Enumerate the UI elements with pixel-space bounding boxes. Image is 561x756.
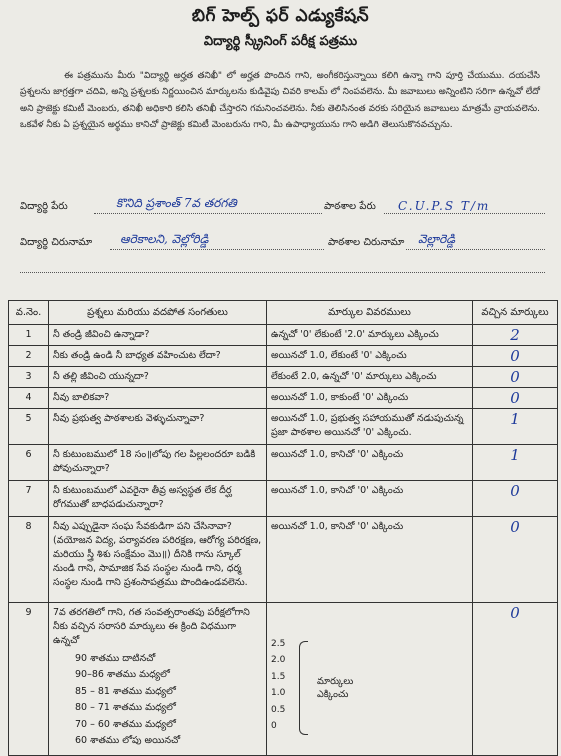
grade-bands: [75, 652, 262, 750]
grade-question: 7వ తరగతిలో గాని, గత సంవత్సరాంతపు పరీక్షలోగాని నీకు వచ్చిన సరాసరి మార్కులు ఈ క్రింది విధముగా ఉన్నచో: [53, 607, 250, 646]
school-name-label: పాఠశాల పేరు: [324, 201, 376, 212]
table-row: [9, 346, 558, 367]
marks-details: అయినచో 1.0, లేకుంటే '0' ఎక్కించు: [267, 346, 473, 367]
student-address-label: విద్యార్థి చిరునామా: [20, 237, 93, 248]
marks-details: అయినచో 1.0, కాకుంటే '0' ఎక్కించు: [267, 388, 473, 409]
grade-band: 80 – 71 శాతము మధ్యలో: [75, 702, 176, 714]
table-header-row: [9, 301, 558, 325]
marks-details: [267, 603, 473, 756]
screening-table: [8, 300, 558, 756]
question-text: నీవు ప్రభుత్వ పాఠశాలకు వెళ్ళుచున్నావా?: [49, 409, 267, 445]
question-text: నీ కుటుంబములో ఎవరైనా తీవ్ర అస్వస్థత లేక దీర్ఘ రోగముతో బాధపడుచున్నారా?: [49, 481, 267, 517]
table-row-grade: [9, 603, 558, 756]
col-header-details: మార్కుల వివరములు: [267, 301, 473, 325]
score-field[interactable]: 0: [473, 517, 558, 603]
table-row: [9, 388, 558, 409]
grade-band: 90 శాతము దాటినచో: [75, 653, 156, 664]
scale-values: [271, 637, 285, 735]
name-row: [20, 194, 545, 216]
score-field[interactable]: 0: [473, 603, 558, 756]
score-field[interactable]: 0: [473, 388, 558, 409]
instructions-paragraph: ఈ పత్రమును మీరు "విద్యార్థి అర్హత తనిఖీ" లో అర్హత పొందిన గాని, అంగీకరిస్తున్నాయి కలిగి ఉన్నా గాని పూర్తి చేయుము. దయచేసి ప్రశ్నలను జాగ్రత్తగా చదివి, అన్ని ప్రశ్నలకు నిర్ణయించిన మార్కులను కుడివైపు చివరి కాలమ్ లో నింపవలెను. మీ జవాబులు అన్నింటిని సరిగా ఉన్నవో లేదో అని ప్రాజెక్టు కమిటీ మెంబరు, తనిఖీ అధికారి కలిసి తనిఖీ చేస్తారని గమనించవలెను. నీకు తెలిసినంత వరకు సరియైన జవాబులు మాత్రమే వ్రాయవలెను. ఒకవేళ నీకు ఏ ప్రశ్నయైన అర్థము కానిచో ప్రాజెక్టు కమిటీ మెంబరును గాని, మీ ఉపాధ్యాయును గాని అడిగి తెలుసుకొనవచ్చును.: [20, 71, 540, 131]
grade-band: 85 – 81 శాతము మధ్యలో: [75, 685, 176, 697]
table-row: [9, 517, 558, 603]
question-text: నీ తండ్రి జీవించి ఉన్నాడా?: [49, 325, 267, 346]
question-text: [49, 603, 267, 756]
table-row: [9, 481, 558, 517]
question-text: నీ కుటుంబములో 18 సం॥లోపు గల పిల్లలందరూ బడికి పోవుచున్నారా?: [49, 445, 267, 481]
scale-value: 0.5: [271, 704, 286, 715]
marks-details: ఉన్నచో '0' లేకుంటే '2.0' మార్కులు ఎక్కించు: [267, 325, 473, 346]
grade-band: 60 శాతము లోపు అయినచో: [75, 734, 181, 746]
question-text: నీకు తండ్రి ఉండి నీ బాధ్యత వహించుట లేదా?: [49, 346, 267, 367]
scale-label: [317, 675, 353, 701]
score-field[interactable]: 2: [473, 325, 558, 346]
scale-value: 1.0: [271, 688, 286, 699]
marks-details: లేకుంటే 2.0, ఉన్నచో '0' మార్కులు ఎక్కించు: [267, 367, 473, 388]
school-address-label: పాఠశాల చిరునామా: [328, 237, 405, 248]
row-number: 5: [9, 409, 49, 445]
question-text: నీ తల్లి జీవించి యున్నదా?: [49, 367, 267, 388]
row-number: 3: [9, 367, 49, 388]
marks-details: అయినచో 1.0, కానిచో '0' ఎక్కించు: [267, 517, 473, 603]
brace-icon: [299, 641, 308, 735]
question-text: నీవు ఎప్పుడైనా సంఘ సేవకుడిగా పని చేసినావా? (వయోజన విద్య, పర్యావరణ పరిరక్షణ, ఆరోగ్య పరిరక్షణ, మరియు స్త్రీ శిశు సంక్షేమం మొ॥) దీనికి గాను స్కూల్ నుండి గాని, సామాజిక సేవ సంస్థల నుండి గాని, ధర్మ సంస్థల నుండి గాని ప్రశంసాపత్రము పొందిఉండవలెను.: [49, 517, 267, 603]
scale-value: 1.5: [271, 671, 286, 682]
row-number: 2: [9, 346, 49, 367]
row-number: 7: [9, 481, 49, 517]
score-field[interactable]: 0: [473, 346, 558, 367]
scale-value: 2.5: [271, 639, 286, 649]
scale-value: 0: [271, 720, 277, 731]
grade-band: 70 – 60 శాతము మధ్యలో: [75, 718, 176, 730]
marks-details: అయినచో 1.0, ప్రభుత్వ సహాయముతో నడుపుచున్న ప్రజా పాఠశాల అయినచో '0' ఎక్కించు.: [267, 409, 473, 445]
scale-label-line-1: మార్కులు: [317, 676, 354, 687]
col-header-question: ప్రశ్నలు మరియు వదపోత సంగతులు: [49, 301, 267, 325]
form-subtitle: విద్యార్థి స్క్రీనింగ్ పరీక్ష పత్రము: [203, 34, 358, 49]
student-name-label: విద్యార్థి పేరు: [20, 201, 68, 212]
school-address-value: వెల్లారెడ్డి: [418, 232, 456, 246]
score-field[interactable]: 0: [473, 367, 558, 388]
row-number: 8: [9, 517, 49, 603]
table-row: [9, 367, 558, 388]
score-field[interactable]: 1: [473, 445, 558, 481]
col-header-no: వ.నెం.: [9, 301, 49, 325]
school-name-value: C.U.P.S T/m: [398, 199, 491, 213]
address-row: [20, 230, 545, 252]
row-number: 9: [9, 603, 49, 756]
row-number: 1: [9, 325, 49, 346]
question-text: నీవు బాలికవా?: [49, 388, 267, 409]
score-field[interactable]: 1: [473, 409, 558, 445]
scale-label-line-2: ఎక్కించు: [317, 689, 349, 700]
score-field[interactable]: 0: [473, 481, 558, 517]
table-row: [9, 445, 558, 481]
table-row: [9, 325, 558, 346]
scale-value: 2.0: [271, 655, 286, 666]
form-title: బిగ్ హెల్ప్ ఫర్ ఎడ్యుకేషన్: [191, 6, 370, 26]
marks-scale: [271, 637, 468, 747]
col-header-marks: వచ్చిన మార్కులు: [473, 301, 558, 325]
table-row: [9, 409, 558, 445]
row-number: 6: [9, 445, 49, 481]
marks-details: అయినచో 1.0, కానిచో '0' ఎక్కించు: [267, 445, 473, 481]
row-number: 4: [9, 388, 49, 409]
blank-line: [20, 272, 545, 273]
marks-details: అయినచో 1.0, కానిచో '0' ఎక్కించు: [267, 481, 473, 517]
student-name-value: కొనిది ప్రశాంత్ 7వ తరగతి: [116, 196, 237, 210]
student-address-value: ఆరెకాలని, వెల్లోరిడ్డి: [120, 232, 209, 246]
grade-band: 90–86 శాతము మధ్యలో: [75, 669, 170, 681]
